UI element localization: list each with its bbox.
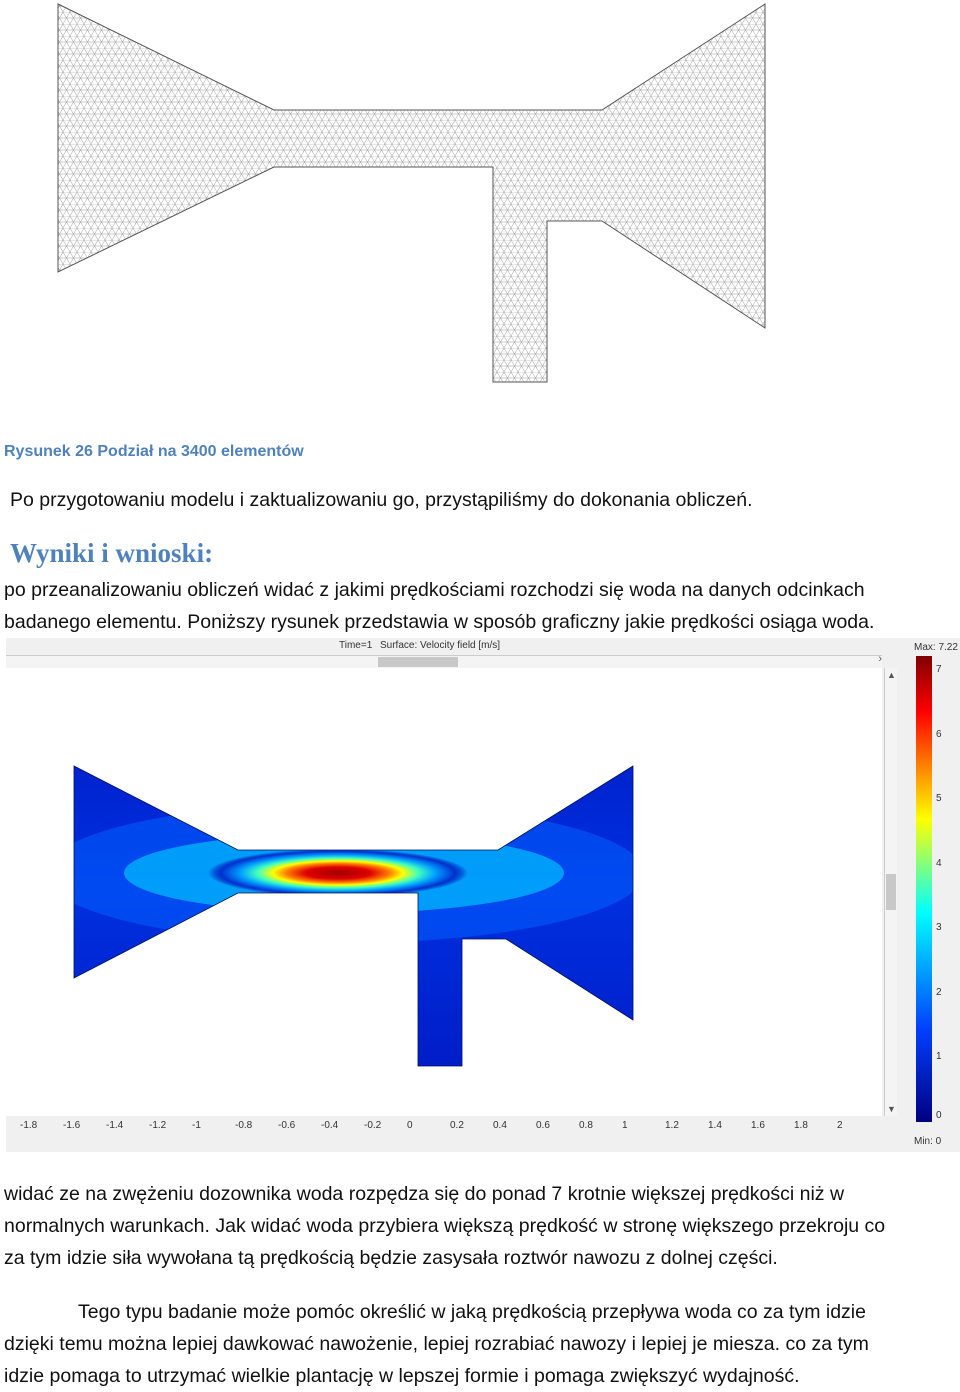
x-tick-label: 1 (622, 1120, 628, 1131)
horizontal-scroll-thumb[interactable] (378, 657, 458, 667)
x-tick-label: 2 (837, 1120, 843, 1131)
colorbar-tick-label: 2 (936, 986, 942, 998)
colorbar-tick-label: 6 (936, 728, 942, 740)
paragraph-conclusion-line2: dzięki temu można lepiej dawkować nawożenie, lepiej rozrabiać nawozy i lepiej je miesza. co za tym (4, 1333, 869, 1355)
chevron-right-icon[interactable]: › (878, 653, 882, 665)
vertical-scroll-thumb[interactable] (886, 874, 896, 910)
time-label: Time=1 (339, 640, 373, 651)
paragraph-conclusion-line3: idzie pomaga to utrzymać wielkie plantację w lepszej formie i pomaga zwiększyć wydajność. (4, 1365, 800, 1387)
x-tick-label: 1.2 (665, 1120, 679, 1131)
x-tick-label: -1 (192, 1120, 201, 1131)
surface-label: Surface: Velocity field [m/s] (380, 640, 501, 651)
paragraph-analysis-line2: normalnych warunkach. Jak widać woda przybiera większą prędkość w stronę większego przekroju co (4, 1215, 886, 1237)
x-tick-label: 0.6 (536, 1120, 550, 1131)
x-tick-label: -1.6 (63, 1120, 81, 1131)
x-tick-label: 0.2 (450, 1120, 464, 1131)
x-tick-label: 1.8 (794, 1120, 808, 1131)
velocity-plot-window (6, 638, 960, 1152)
chevron-up-icon[interactable]: ▲ (887, 670, 896, 680)
x-tick-label: 0.8 (579, 1120, 593, 1131)
x-tick-label: 1.4 (708, 1120, 722, 1131)
x-axis-ticks (6, 1120, 882, 1136)
plot-area (6, 668, 882, 1116)
paragraph-conclusion-line1: Tego typu badanie może pomóc określić w jaką prędkością przepływa woda co za tym idzie (78, 1301, 866, 1323)
colorbar-tick-label: 1 (936, 1051, 942, 1063)
x-tick-label: 0 (407, 1120, 413, 1131)
x-tick-label: 0.4 (493, 1120, 507, 1131)
x-tick-label: -0.2 (364, 1120, 382, 1131)
min-label: Min: 0 (914, 1136, 942, 1147)
paragraph-results-line2: badanego elementu. Poniższy rysunek przedstawia w sposób graficzny jakie prędkości osiąga woda. (4, 611, 875, 633)
vertical-scrollbar[interactable] (884, 668, 897, 1116)
colorbar (914, 656, 934, 1122)
chevron-down-icon[interactable]: ▼ (887, 1104, 896, 1114)
colorbar-tick-label: 4 (936, 857, 942, 869)
x-tick-label: 1.6 (751, 1120, 765, 1131)
colorbar-tick-label: 5 (936, 793, 942, 805)
colorbar-tick-label: 0 (936, 1110, 942, 1121)
max-label: Max: 7.22 (914, 642, 958, 653)
x-tick-label: -1.8 (20, 1120, 38, 1131)
paragraph-results-line1: po przeanalizowaniu obliczeń widać z jakimi prędkościami rozchodzi się woda na danych odcinkach (4, 579, 865, 601)
x-tick-label: -1.4 (106, 1120, 124, 1131)
paragraph-analysis-line3: za tym idzie siła wywołana tą prędkością będzie zasysała roztwór nawozu z dolnej części. (4, 1247, 778, 1269)
x-tick-label: -0.8 (235, 1120, 253, 1131)
figure-caption: Rysunek 26 Podział na 3400 elementów (4, 443, 304, 460)
paragraph-analysis-line1: widać ze na zwężeniu dozownika woda rozpędza się do ponad 7 krotnie większej prędkości niż w (4, 1183, 845, 1205)
paragraph-intro: Po przygotowaniu modelu i zaktualizowaniu go, przystąpiliśmy do dokonania obliczeń. (10, 489, 753, 511)
velocity-field-svg (6, 668, 882, 1116)
x-tick-label: -0.6 (278, 1120, 296, 1131)
x-tick-label: -1.2 (149, 1120, 167, 1131)
colorbar-tick-label: 7 (936, 664, 942, 676)
mesh-figure (0, 0, 960, 390)
section-heading: Wyniki i wnioski: (10, 538, 214, 568)
x-tick-label: -0.4 (321, 1120, 339, 1131)
colorbar-tick-label: 3 (936, 922, 942, 934)
colorbar-ticks (934, 656, 960, 1122)
horizontal-scrollbar[interactable] (6, 655, 882, 669)
